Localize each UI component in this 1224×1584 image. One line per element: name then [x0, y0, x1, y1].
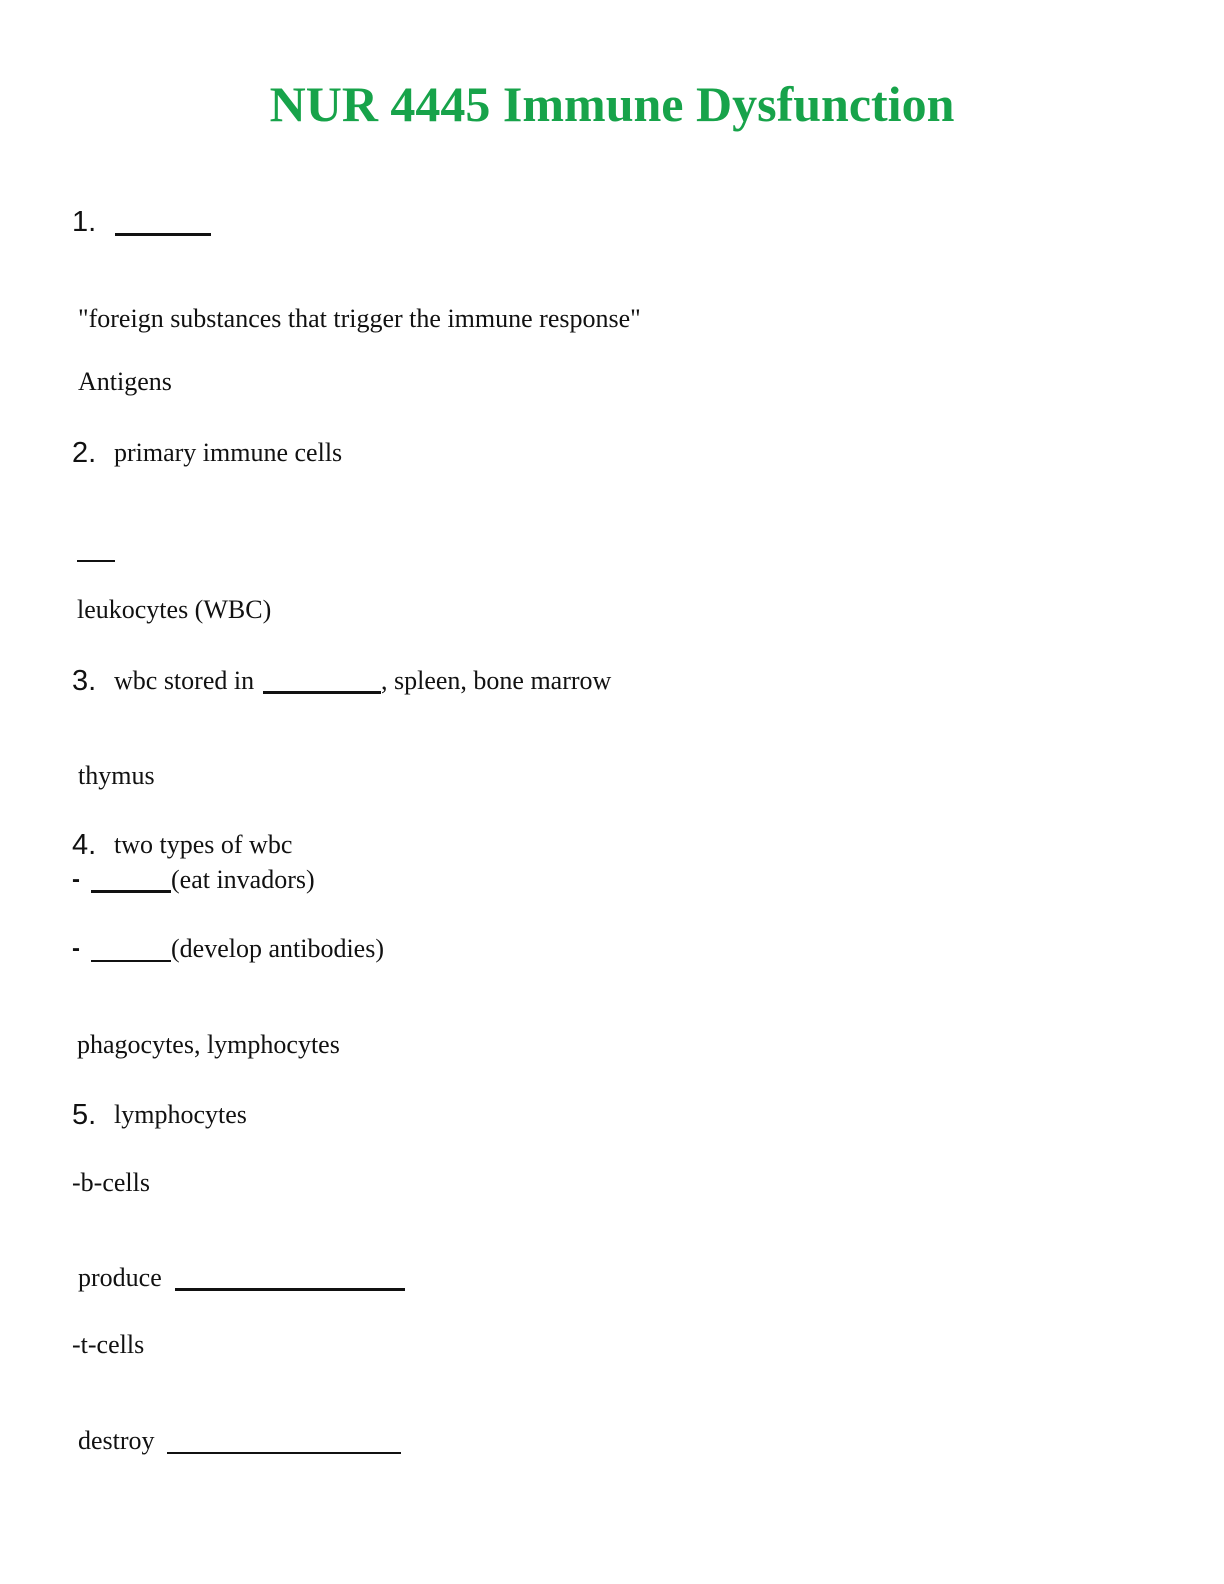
question-2-answer: leukocytes (WBC) — [77, 595, 272, 624]
question-1-blank — [115, 233, 211, 236]
question-3-prompt-after: , spleen, bone marrow — [381, 666, 612, 695]
question-5-t-cells-label: -t-cells — [72, 1330, 145, 1359]
question-5-b-cells-label: -b-cells — [72, 1168, 150, 1197]
question-3-number: 3. — [72, 665, 97, 697]
question-1-definition: "foreign substances that trigger the immune response" — [78, 304, 641, 333]
question-4-answer: phagocytes, lymphocytes — [77, 1030, 340, 1059]
question-4-bullet-1-text: (eat invadors) — [171, 865, 315, 894]
question-4-bullet-1-blank — [91, 890, 171, 893]
question-4-bullet-2-marker: - — [72, 935, 80, 962]
question-3-prompt-before: wbc stored in — [114, 666, 255, 695]
question-4-prompt: two types of wbc — [114, 830, 293, 859]
question-3-answer: thymus — [78, 761, 155, 790]
question-5-b-cells-blank — [175, 1288, 405, 1291]
question-5-number: 5. — [72, 1099, 97, 1131]
question-4-bullet-2-blank — [91, 960, 171, 962]
question-2-prompt: primary immune cells — [114, 438, 343, 467]
page-title: NUR 4445 Immune Dysfunction — [269, 76, 955, 132]
question-4-bullet-1-marker: - — [72, 866, 80, 893]
question-4-bullet-2-text: (develop antibodies) — [171, 934, 384, 963]
question-5-t-cells-blank — [167, 1452, 401, 1454]
question-2-blank — [77, 560, 115, 562]
question-5-t-cells-prompt: destroy — [78, 1426, 155, 1455]
question-2-number: 2. — [72, 437, 97, 469]
question-4-number: 4. — [72, 829, 97, 861]
question-1-answer: Antigens — [78, 367, 172, 396]
question-1-number: 1. — [72, 206, 97, 238]
question-5-b-cells-prompt: produce — [78, 1263, 162, 1292]
question-5-prompt: lymphocytes — [114, 1100, 247, 1129]
question-3-blank — [263, 691, 381, 694]
